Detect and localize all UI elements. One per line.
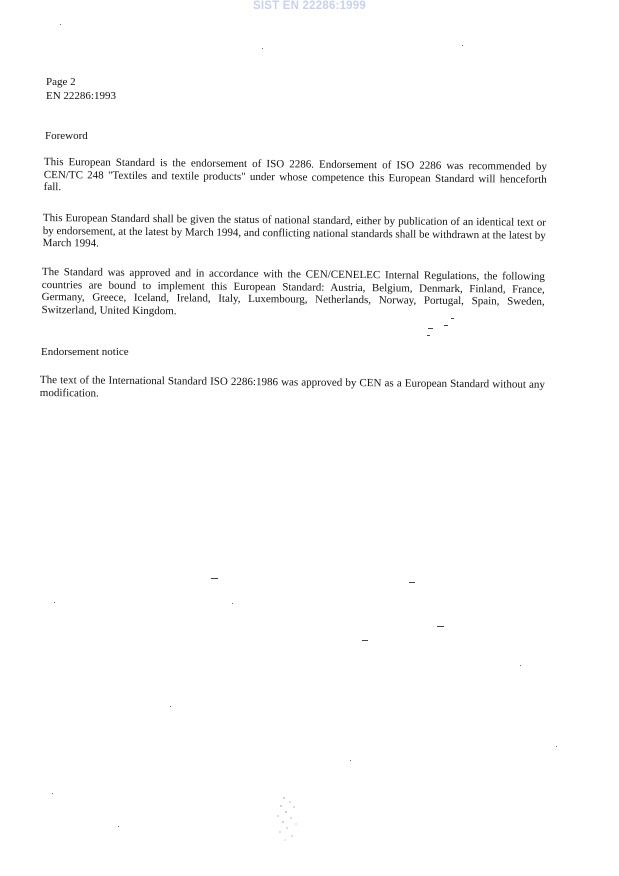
scan-dot [54,602,55,603]
scan-speck [409,582,415,583]
scan-speck [428,328,433,329]
page-header [46,75,116,103]
endorsement-heading: Endorsement notice [41,346,129,358]
scan-speck [211,578,218,579]
foreword-paragraph-1 [44,156,547,199]
scan-speck [362,640,368,641]
foreword-paragraph-2 [43,212,546,255]
scan-dot [556,746,557,747]
scan-dot [520,665,521,666]
scan-dot [60,24,61,25]
watermark-document-id: SIST EN 22286:1999 [253,0,366,12]
scan-speck [427,335,430,336]
endorsement-paragraph [40,374,545,404]
scan-dot [118,826,119,827]
scan-dot [232,603,233,604]
foreword-paragraph-2-text: This European Standard shall be given the status of national standard, either by publication of an identical text or by endorsement, at the latest by March 1994, and conflicting national standards shall be withdrawn at the latest by March 1994. [42,212,546,250]
endorsement-paragraph-text: The text of the International Standard ISO 2286:1986 was approved by CEN as a European Standard without any modification. [39,374,545,400]
scan-dot [350,760,351,761]
foreword-paragraph-1-text: This European Standard is the endorsement of ISO 2286. Endorsement of ISO 2286 was recommended by CEN/TC 248 "Textiles and textile products" under whose competence this European Standard will henceforth fall. [43,156,547,194]
scan-dot [52,793,53,794]
foreword-paragraph-3 [42,266,545,321]
scan-smudge [272,792,308,844]
scan-speck [437,626,444,627]
document-number: EN 22286:1993 [46,90,116,102]
scan-speck [451,318,454,319]
page-label: Page 2 [46,76,76,88]
foreword-paragraph-3-text: The Standard was approved and in accordance with the CEN/CENELEC Internal Regulations, the following countries are bound to implement this European Standard: Austria, Belgium, Denmark, Finland, France, Germany, Greece, Iceland, Ireland, Italy, Luxembourg, Netherlands, Norway, Portugal, Spain, Sweden, Switzerland, United Kingdom. [41,266,545,318]
scan-speck [444,325,448,326]
scan-dot [262,48,263,49]
scan-dot [462,45,463,46]
scan-dot [170,706,171,707]
foreword-heading: Foreword [45,130,88,142]
